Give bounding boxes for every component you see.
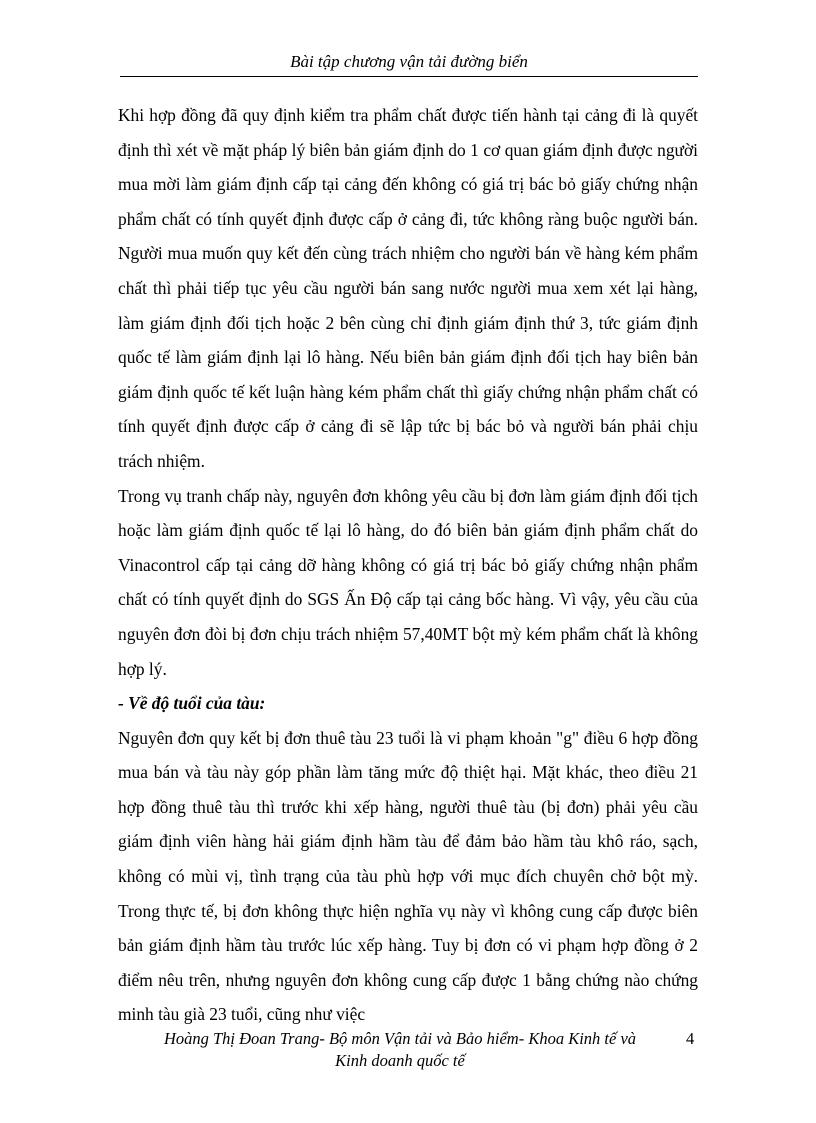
footer-line-1: Hoàng Thị Đoan Trang- Bộ môn Vận tải và Bảo hiểm- Khoa Kinh tế và xyxy=(163,1029,637,1048)
section-subheading: - Về độ tuổi của tàu: xyxy=(118,693,266,714)
paragraph-1: Khi hợp đồng đã quy định kiểm tra phẩm chất được tiến hành tại cảng đi là quyết định thì xét về mặt pháp lý biên bản giám định do 1 cơ quan giám định được người mua mời làm giám định cấp tại cảng đến không có giá trị bác bỏ giấy chứng nhận phẩm chất có tính quyết định được cấp ở cảng đi, tức không ràng buộc người bán. Người mua muốn quy kết đến cùng trách nhiệm cho người bán về hàng kém phẩm chất thì phải tiếp tục yêu cầu người bán sang nước người mua xem xét lại hàng, làm giám định đối tịch hoặc 2 bên cùng chỉ định giám định thứ 3, tức giám định quốc tế làm giám định lại lô hàng. Nếu biên bản giám định đối tịch hay biên bản giám định quốc tế kết luận hàng kém phẩm chất thì giấy chứng nhận phẩm chất có tính quyết định được cấp ở cảng đi sẽ lập tức bị bác bỏ và người bán phải chịu trách nhiệm. xyxy=(118,105,698,471)
page-header: Bài tập chương vận tải đường biển xyxy=(290,52,528,71)
footer-line-2: Kinh doanh quốc tế xyxy=(335,1051,465,1070)
page-footer xyxy=(120,1028,680,1072)
paragraph-2: Trong vụ tranh chấp này, nguyên đơn không yêu cầu bị đơn làm giám định đối tịch hoặc làm giám định quốc tế lại lô hàng, do đó biên bản giám định phẩm chất do Vinacontrol cấp tại cảng dỡ hàng không có giá trị bác bỏ giấy chứng nhận phẩm chất có tính quyết định do SGS Ấn Độ cấp tại cảng bốc hàng. Vì vậy, yêu cầu của nguyên đơn đòi bị đơn chịu trách nhiệm 57,40MT bột mỳ kém phẩm chất là không hợp lý. xyxy=(118,485,698,679)
document-body xyxy=(118,98,698,1032)
paragraph-3: Nguyên đơn quy kết bị đơn thuê tàu 23 tuổi là vi phạm khoản "g" điều 6 hợp đồng mua bán và tàu này góp phần làm tăng mức độ thiệt hại. Mặt khác, theo điều 21 hợp đồng thuê tàu thì trước khi xếp hàng, người thuê tàu (bị đơn) phải yêu cầu giám định viên hàng hải giám định hầm tàu để đảm bảo hầm tàu khô ráo, sạch, không có mùi vị, tình trạng của tàu phù hợp với mục đích chuyên chở bột mỳ. Trong thực tế, bị đơn không thực hiện nghĩa vụ này vì không cung cấp được biên bản giám định hầm tàu trước lúc xếp hàng. Tuy bị đơn có vi phạm hợp đồng ở 2 điểm nêu trên, nhưng nguyên đơn không cung cấp được 1 bằng chứng nào chứng minh tàu già 23 tuổi, cũng như việc xyxy=(118,727,698,1025)
page-number: 4 xyxy=(686,1029,695,1048)
header-divider xyxy=(120,76,698,77)
